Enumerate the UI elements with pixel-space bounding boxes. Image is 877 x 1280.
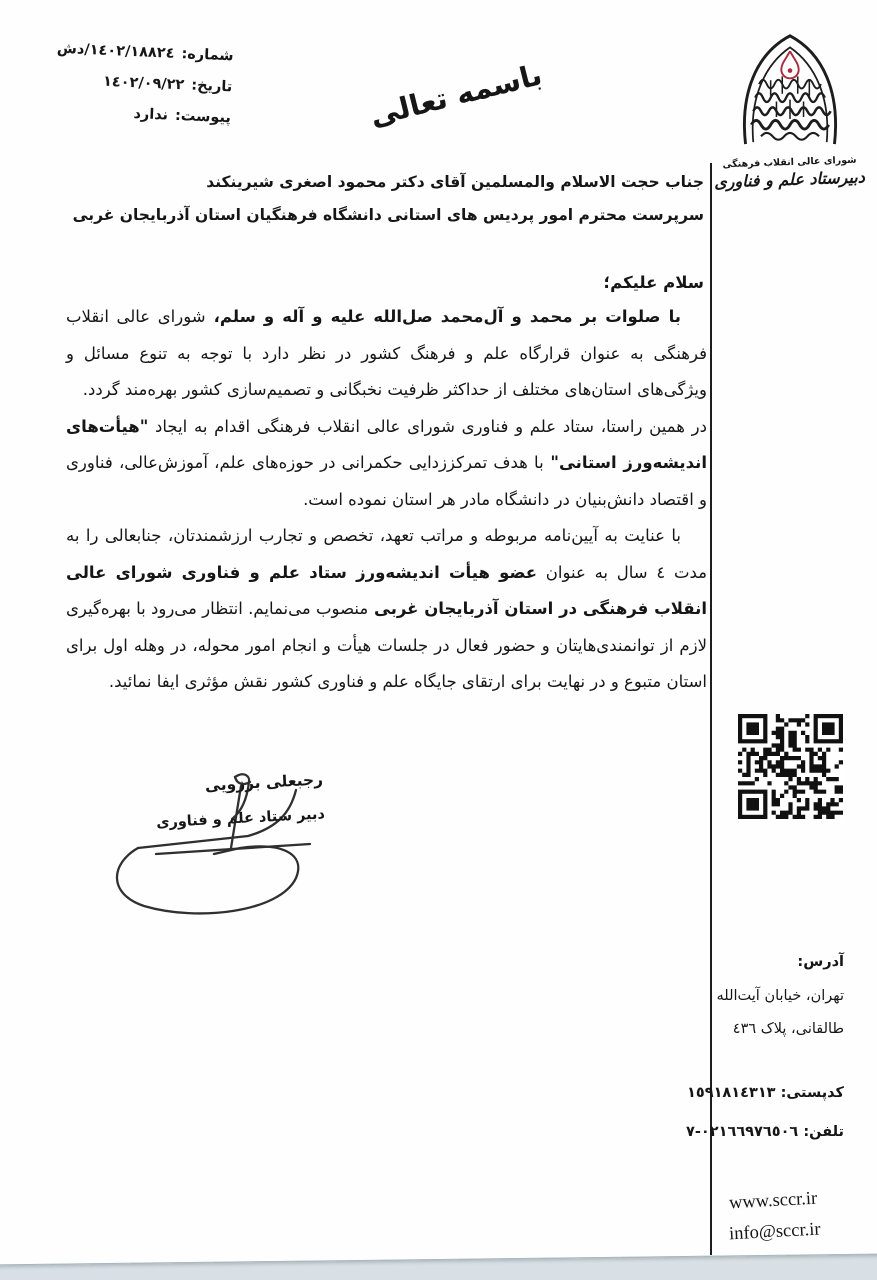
letter-attachment-label: پیوست: [174, 107, 232, 127]
logo-caption-council: شورای عالی انقلاب فرهنگی [722, 154, 857, 171]
letter-meta-block [32, 40, 234, 142]
signatory-name: رجبعلی برزویی [204, 770, 324, 795]
flame-dot-icon [787, 68, 792, 73]
paragraph-3 [66, 518, 707, 701]
logo-caption-secretariat: دبیرستاد علم و فناوری [713, 167, 866, 192]
recipient-title-line: سرپرست محترم امور پردیس های استانی دانشگاه فرهنگیان استان آذربایجان غربی [72, 206, 704, 224]
paragraph-2-text-run-a: در همین راستا، ستاد علم و فناوری شورای عالی انقلاب فرهنگی اقدام به ایجاد [148, 416, 707, 436]
address-line-2: طالقانی، پلاک ٤٣٦ [732, 1021, 844, 1037]
website-url: www.sccr.ir [728, 1188, 818, 1214]
qr-code [737, 713, 844, 820]
qr-finder-bottom [738, 790, 767, 819]
letter-body [66, 299, 707, 701]
besmellah-calligraphy: باسمه تعالی [366, 57, 546, 133]
handwritten-signature-icon [98, 766, 354, 936]
letter-date-label: تاریخ: [190, 77, 233, 96]
paragraph-2 [66, 409, 707, 519]
web-contact-block [705, 1183, 842, 1252]
sccr-emblem-icon [732, 20, 848, 156]
recipient-name-line: جناب حجت الاسلام والمسلمین آقای دکتر محمود اصغری شیرینکند [206, 173, 704, 191]
phone-label: تلفن: [803, 1124, 844, 1140]
postal-code-label: کدپستی: [780, 1085, 844, 1101]
postal-code-row [686, 1081, 844, 1105]
paragraph-2-bold-run: "هیأت‌های اندیشه‌ورز استانی" [66, 416, 707, 472]
letter-number-label: شماره: [181, 46, 234, 65]
address-line-1: تهران، خیابان آیت‌الله [716, 988, 844, 1004]
phone-row [686, 1120, 844, 1144]
address-label: آدرس: [797, 954, 844, 970]
salutation: سلام علیکم؛ [603, 273, 704, 292]
paragraph-2-text-run-b: با هدف تمرکززدایی حکمرانی در حوزه‌های علم، آموزش‌عالی، فناوری و اقتصاد دانش‌بنیان در دانشگاه مادر هر استان نموده است. [66, 453, 707, 509]
phone-value: ٠٢١٦٦٩٧٦٥٠٦-٧ [686, 1124, 799, 1140]
paragraph-3-text-run-b: منصوب می‌نمایم. انتظار می‌رود با بهره‌گیری لازم از توانمندی‌هایتان و حضور فعال در جلسات هیأت و انجام امور محوله، در وهله اول برای استان متبوع و در نهایت برای ارتقای جایگاه علم و فناوری کشور نقش مؤثری ایفا نمائید. [66, 599, 707, 691]
letter-number-row [35, 40, 234, 65]
letter-number-value: ١٤٠٢/١٨٨٢٤/دش [56, 40, 175, 62]
letter-date-row [34, 71, 233, 96]
letter-attachment-value: ندارد [133, 106, 169, 124]
email-address: info@sccr.ir [728, 1219, 822, 1245]
paragraph-1-text-run: شورای عالی انقلاب فرهنگی به عنوان قرارگاه علم و فرهنگ کشور در نظر دارد با توجه به تنوع مسائل و ویژگی‌های استان‌های مختلف از حداکثر ظرفیت نخبگانی و تصمیم‌سازی کشور بهره‌مند گردد. [66, 307, 707, 399]
letter-attachment-row [33, 102, 232, 127]
signatory-title: دبیر ستاد علم و فناوری [155, 806, 326, 832]
postal-code-value: ١٥٩١٨١٤٣١٣ [687, 1085, 776, 1101]
paragraph-1-bold-run: با صلوات بر محمد و آل‌محمد صل‌الله علیه و آله و سلم، [205, 307, 681, 326]
paragraph-3-text-run-a: با عنایت به آیین‌نامه مربوطه و مراتب تعهد، تخصص و تجارب ارزشمندتان، جنابعالی را به مدت ٤ سال به عنوان [66, 526, 708, 582]
paragraph-3-bold-run: عضو هیأت اندیشه‌ورز ستاد علم و فناوری شورای عالی انقلاب فرهنگی در استان آذربایجان غربی [66, 562, 707, 618]
contact-block [686, 950, 844, 1144]
letter-date-value: ١٤٠٢/٠٩/٢٢ [102, 73, 185, 94]
paragraph-1 [66, 299, 707, 409]
qr-finder-top-left [814, 714, 843, 743]
scan-page-bottom-edge [0, 1253, 877, 1280]
qr-finder-top-right [738, 714, 767, 743]
recipient-block [73, 166, 704, 232]
org-logo [712, 20, 867, 192]
flame-icon [781, 51, 798, 78]
